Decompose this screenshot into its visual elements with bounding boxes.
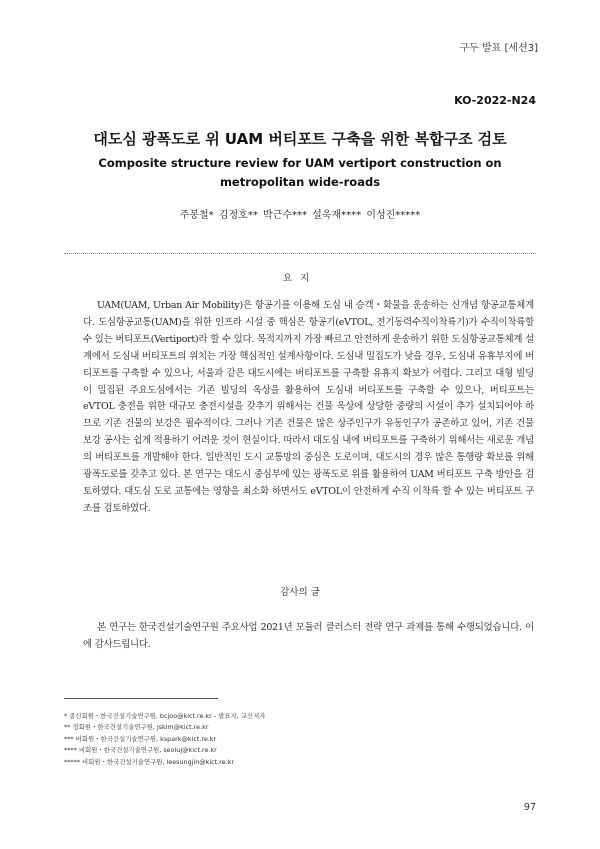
abstract-heading: 요지: [282, 273, 318, 284]
footnote-item: **** 비회원・한국건설기술연구원, seoluj@kict.re.kr: [64, 746, 217, 755]
footnote-item: ** 정회원・한국건설기술연구원, jskim@kict.re.kr: [64, 723, 209, 732]
title-english: [0, 154, 600, 192]
footnote-item: *** 비회원・한국건설기술연구원, kspark@kict.re.kr: [64, 734, 217, 743]
acknowledgement-heading: 감사의 글: [280, 587, 320, 598]
paper-code: KO-2022-N24: [454, 94, 536, 107]
acknowledgement-body: 본 연구는 한국건설기술연구원 주요사업 2021년 모듈러 클러스터 전략 연구 과제를 통해 수행되었습니다. 이에 감사드립니다.: [83, 622, 534, 650]
dotted-divider: [64, 253, 536, 254]
footnote-item: ***** 비회원・한국건설기술연구원, leesungjin@kict.re.kr: [64, 757, 234, 766]
title-english-line1: Composite structure review for UAM vertiport construction on: [98, 156, 502, 170]
abstract-body: UAM(UAM, Urban Air Mobility)은 항공기를 이용해 도심 내 승객・화물을 운송하는 신개념 항공교통체계다. 도심항공교통(UAM)을 위한 인프라 시설 중 핵심은 항공기(eVTOL, 전기동력수직이착륙기)가 수직이착륙할 수 있는 버티포트(Vertiport)라 할 수 있다. 목적지까지 가장 빠르고 안전하게 운송하기 위한 도심항공교통체계 설계에서 도심내 버티포트의 위치는 가장 핵심적인 설계사항이다. 도심내 밀집도가 낮을 경우, 도심내 유휴부지에 버티포트를 구축할 수 있으나, 서울과 같은 대도시에는 버티포트를 구축할 유휴지 확보가 어렵다. 그리고 대형 빌딩이 밀집된 주요도심에서는 기존 빌딩의 옥상을 활용하여 도심내 버티포트를 구축할 수 있으나, 버티포트는 eVTOL 충전을 위한 대규모 충전시설을 갖추기 위해서는 건물 옥상에 상당한 중량의 시설이 추가 설치되어야 하므로 기존 건물의 보강은 필수적이다. 그러나 기존 건물은 많은 상주인구가 유동인구가 공존하고 있어, 기존 건물 보강 공사는 쉽게 적용하기 어려운 것이 현실이다. 따라서 대도심 내에 버티포트를 구축하기 위해서는 새로운 개념의 버티포트를 개발해야 한다. 일반적인 도시 교통망의 중심은 도로이며, 대도시의 경우 많은 통행량 확보를 위해 광폭도로를 갖추고 있다. 본 연구는 대도시 중심부에 있는 광폭도로 위를 활용하여 UAM 버티포트 구축 방안을 검토하였다. 대도심 도로 교통에는 영향을 최소화 하면서도 eVTOL이 안전하게 수직 이착륙 할 수 있는 버티포트 구조를 검토하였다.: [83, 300, 534, 514]
footnote-divider: [64, 698, 218, 699]
title-english-line2: metropolitan wide-roads: [219, 175, 381, 189]
authors: 주봉철* 김정호** 박근수*** 설욱재**** 이성진*****: [179, 210, 421, 221]
session-tag: 구두 발표 [세션3]: [459, 43, 538, 54]
title-korean: 대도심 광폭도로 위 UAM 버티포트 구축을 위한 복합구조 검토: [93, 130, 507, 148]
footnote-item: * 종신회원・한국건설기술연구원, bcjoo@kict.re.kr - 발표자, 교신저자: [64, 712, 266, 720]
page-number: 97: [523, 802, 536, 813]
footnotes: [64, 711, 534, 768]
